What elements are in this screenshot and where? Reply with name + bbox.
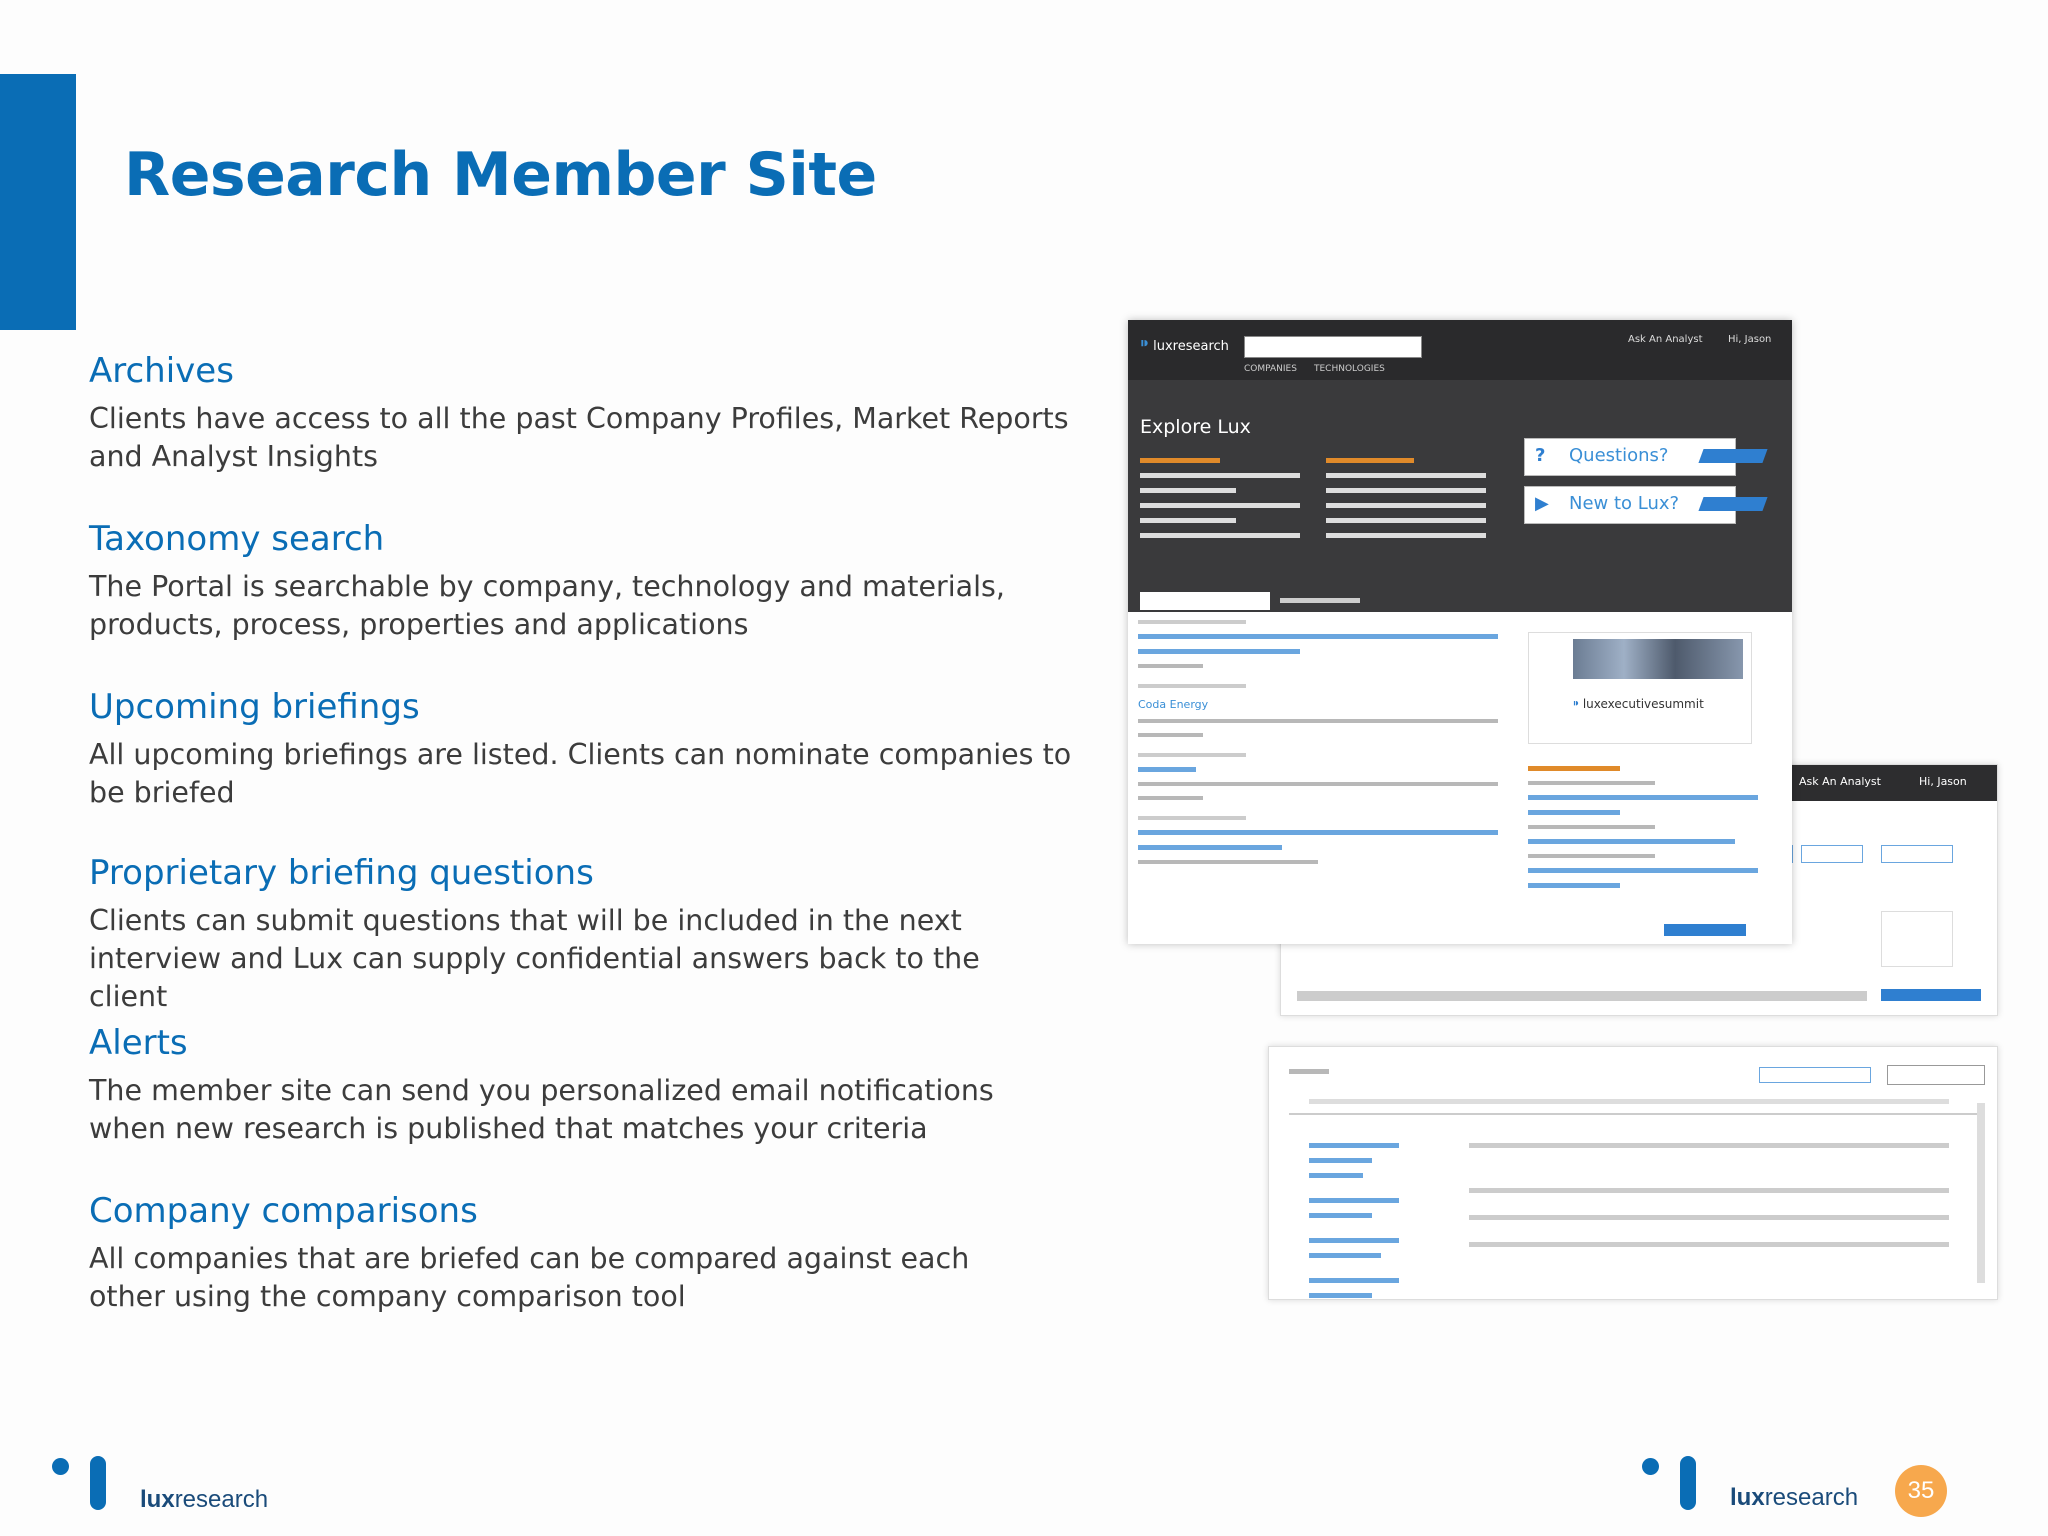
feature-taxonomy-search	[89, 518, 1029, 644]
feature-archives	[89, 350, 1069, 476]
comparison-table-screenshot	[1268, 1046, 1998, 1300]
feature-description: Clients can submit questions that will be included in the next interview and Lux can supply confidential answers back to the client	[89, 904, 980, 1013]
summit-logo: ⁍ luxexecutivesummit	[1573, 697, 1704, 711]
new-to-lux-button[interactable]: ▶ New to Lux?	[1524, 486, 1736, 524]
feature-description: Clients have access to all the past Company Profiles, Market Reports and Analyst Insights	[89, 402, 1069, 473]
feature-upcoming-briefings	[89, 686, 1079, 812]
nav-technologies[interactable]: TECHNOLOGIES	[1314, 364, 1385, 374]
feature-description: All companies that are briefed can be compared against each other using the company comparison tool	[89, 1242, 970, 1313]
page-number-badge: 35	[1895, 1465, 1947, 1517]
slide-title: Research Member Site	[124, 140, 877, 210]
accent-bar	[0, 74, 76, 330]
site-search-input[interactable]	[1244, 336, 1422, 358]
feature-heading: Company comparisons	[89, 1191, 478, 1231]
play-icon: ▶	[1535, 493, 1549, 514]
feature-heading: Archives	[89, 351, 234, 391]
research-feed	[1138, 620, 1498, 874]
footer-logo-left	[50, 1450, 290, 1520]
feature-heading: Alerts	[89, 1023, 188, 1063]
feature-company-comparisons	[89, 1190, 1049, 1316]
site-logo: ⁍ luxresearch	[1140, 334, 1229, 355]
member-site-screenshot	[1128, 320, 1792, 944]
content-tabs[interactable]	[1140, 592, 1550, 610]
top-nav-bar	[1769, 765, 1997, 801]
view-more-button[interactable]	[1664, 924, 1746, 936]
ask-analyst-link[interactable]: Ask An Analyst	[1799, 775, 1881, 788]
logo-wordmark: luxresearch	[1730, 1484, 1859, 1511]
user-greeting[interactable]: Hi, Jason	[1919, 775, 1967, 788]
site-header	[1128, 320, 1792, 612]
skyline-image	[1573, 639, 1743, 679]
nav-companies[interactable]: COMPANIES	[1244, 364, 1297, 374]
logo-wordmark: luxresearch	[140, 1486, 269, 1513]
questions-button[interactable]: ? Questions?	[1524, 438, 1736, 476]
feature-description: The Portal is searchable by company, technology and materials, products, process, properties and applications	[89, 570, 1005, 641]
company-link[interactable]: Coda Energy	[1138, 698, 1209, 711]
feature-heading: Upcoming briefings	[89, 687, 420, 727]
summit-banner[interactable]	[1528, 632, 1752, 744]
feature-description: The member site can send you personalized email notifications when new research is published that matches your criteria	[89, 1074, 994, 1145]
explore-title: Explore Lux	[1140, 416, 1251, 438]
question-icon: ?	[1535, 445, 1546, 466]
ask-analyst-link[interactable]: Ask An Analyst	[1628, 334, 1703, 345]
feature-proprietary-briefing-questions	[89, 852, 1049, 1016]
feature-heading: Proprietary briefing questions	[89, 853, 594, 893]
user-greeting[interactable]: Hi, Jason	[1728, 334, 1772, 345]
feature-heading: Taxonomy search	[89, 519, 385, 559]
footer-logo-right	[1640, 1450, 1880, 1520]
feature-description: All upcoming briefings are listed. Clients can nominate companies to be briefed	[89, 738, 1072, 809]
feature-alerts	[89, 1022, 1069, 1148]
